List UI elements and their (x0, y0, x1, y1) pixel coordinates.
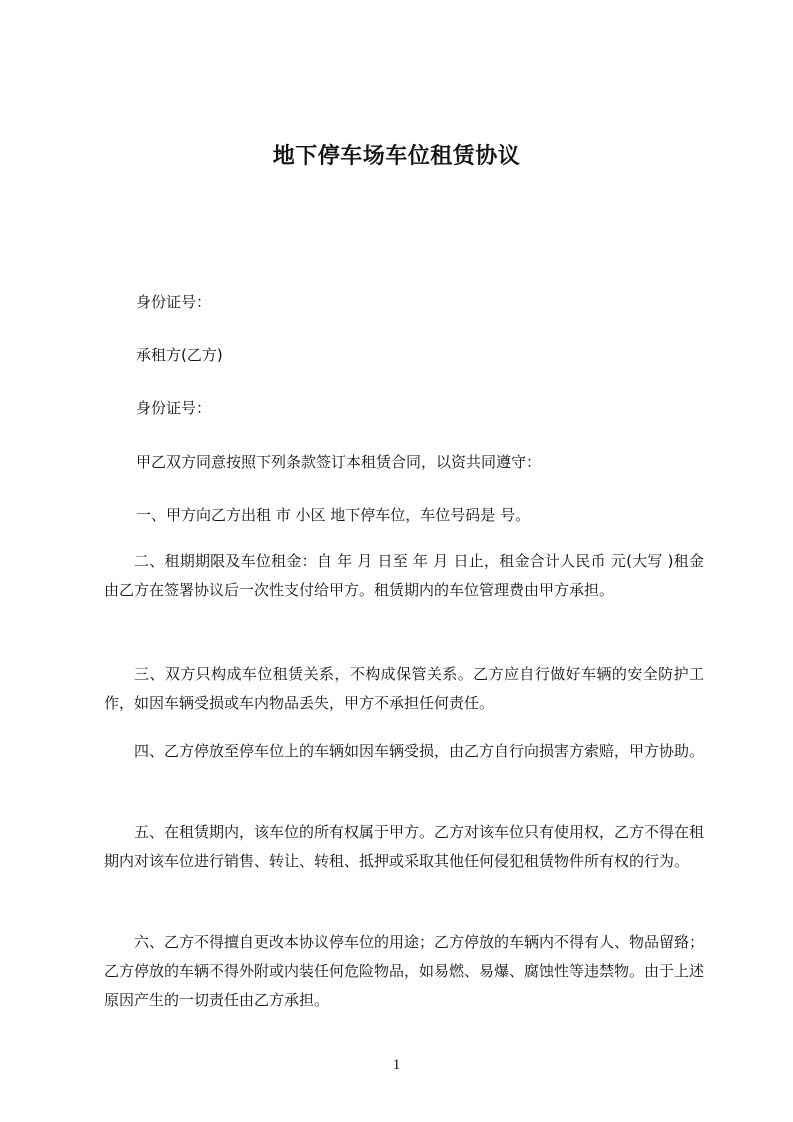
clause-1: 一、甲方向乙方出租 市 小区 地下停车位，车位号码是 号。 (136, 506, 531, 524)
clause-5: 五、在租赁期内，该车位的所有权属于甲方。乙方对该车位只有使用权，乙方不得在租期内对该车位进行销售、转让、转租、抵押或采取其他任何侵犯租赁物件所有权的行为。 (104, 823, 705, 870)
lessee-line: 承租方(乙方) (136, 346, 223, 364)
id-number-line-b: 身份证号： (136, 399, 212, 417)
clause-6: 六、乙方不得擅自更改本协议停车位的用途；乙方停放的车辆内不得有人、物品留臵；乙方停放的车辆不得外附或内装任何危险物品，如易燃、易爆、腐蚀性等违禁物。由于上述原因产生的一切责任由乙方承担。 (104, 933, 705, 1009)
clause-4: 四、乙方停放至停车位上的车辆如因车辆受损，由乙方自行向损害方索赔，甲方协助。 (134, 742, 705, 760)
page-number: 1 (392, 1057, 401, 1073)
clause-2: 二、租期期限及车位租金：自 年 月 日至 年 月 日止，租金合计人民币 元(大写 )租金由乙方在签署协议后一次性支付给甲方。租赁期内的车位管理费由甲方承担。 (104, 552, 704, 599)
clause-3: 三、双方只构成车位租赁关系，不构成保管关系。乙方应自行做好车辆的安全防护工作，如因车辆受损或车内物品丢失，甲方不承担任何责任。 (104, 665, 704, 712)
id-number-line-a: 身份证号： (136, 293, 212, 311)
document-title: 地下停车场车位租赁协议 (272, 144, 521, 169)
intro-line: 甲乙双方同意按照下列条款签订本租赁合同，以资共同遵守： (136, 453, 542, 471)
